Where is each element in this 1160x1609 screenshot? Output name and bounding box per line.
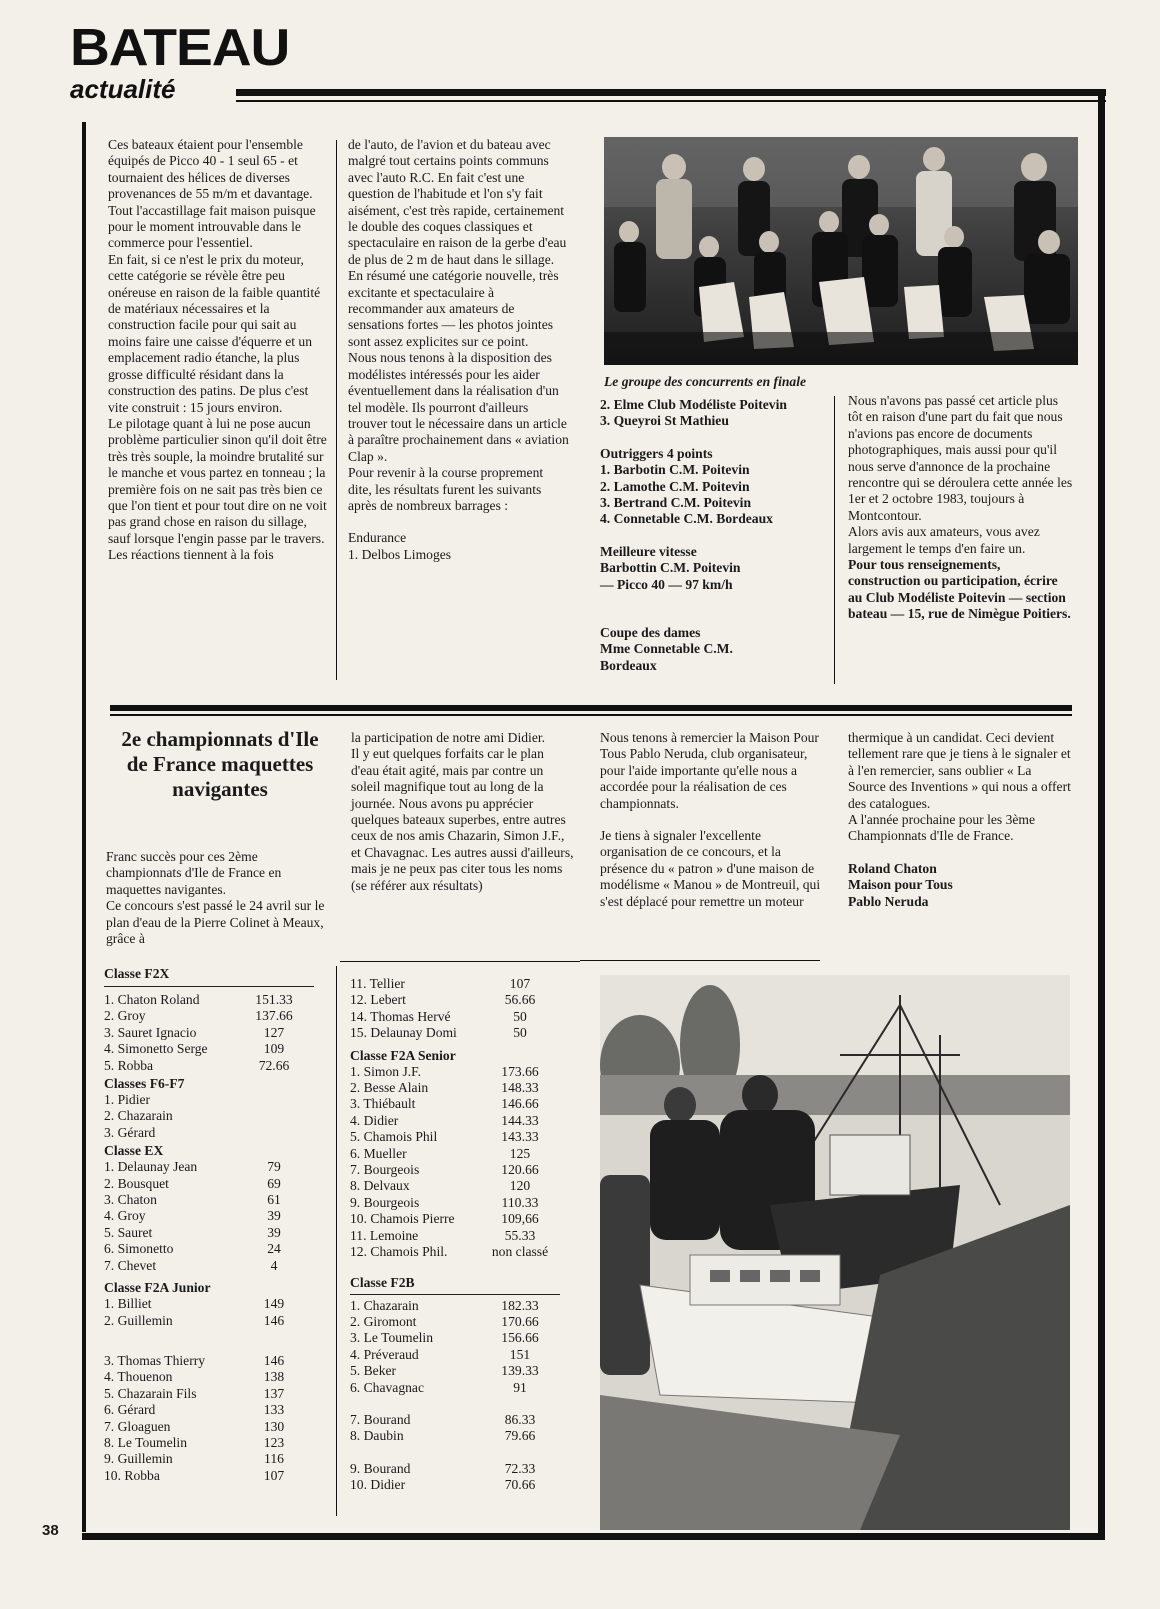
result-name: 2. Groy — [104, 1008, 146, 1024]
result-name: 1. Chazarain — [350, 1297, 419, 1313]
results-middle — [350, 976, 560, 1494]
result-row — [350, 1380, 560, 1396]
result-name: 8. Daubin — [350, 1428, 404, 1444]
result-row — [350, 1477, 560, 1493]
result-score: 144.33 — [501, 1112, 539, 1128]
dames-result: Bordeaux — [600, 657, 657, 673]
result-score: 39 — [267, 1208, 281, 1224]
result-score: 156.66 — [501, 1330, 539, 1346]
result-score: 148.33 — [501, 1080, 539, 1096]
result-name: 3. Chaton — [104, 1192, 157, 1208]
result-name: 6. Mueller — [350, 1145, 407, 1161]
result-name: 9. Bourgeois — [350, 1194, 420, 1210]
result-name: 6. Chavagnac — [350, 1379, 424, 1395]
paragraph: Franc succès pour ces 2ème championnats d'Ile de France en maquettes navigantes. — [106, 849, 282, 897]
result-name: 3. Thomas Thierry — [104, 1352, 206, 1368]
result-row — [104, 1192, 314, 1208]
result-row — [104, 1296, 314, 1312]
signature-line: Maison pour Tous — [848, 877, 953, 893]
vitesse-result: — Picco 40 — 97 km/h — [600, 576, 733, 592]
result-score: 137 — [263, 1385, 285, 1401]
result-score: 72.33 — [504, 1460, 536, 1476]
result-row — [350, 1428, 560, 1444]
result-row — [350, 1162, 560, 1178]
result-name: 7. Bourgeois — [350, 1162, 420, 1178]
paragraph: Le pilotage quant à lui ne pose aucun problème particulier sinon qu'il doit être très très souple, la moindre brutalité sur le manche et vous partez en tonneau ; la première fois on ne sait pas très bien ce que l'on tient et pour tout dire on ne voit pas grand chose en raison du sillage, sauf lorsque l'engin passe par le travers. — [108, 415, 327, 546]
result-row — [350, 1064, 560, 1080]
result-name: 3. Sauret Ignacio — [104, 1024, 197, 1040]
endurance-result: 2. Elme Club Modéliste Poitevin — [600, 397, 787, 412]
result-row — [104, 1041, 314, 1057]
result-score — [234, 1125, 314, 1141]
rule-line — [350, 1294, 560, 1295]
result-name: 2. Bousquet — [104, 1175, 169, 1191]
class-heading: Classes F6-F7 — [104, 1076, 185, 1092]
result-score: 116 — [264, 1451, 284, 1467]
masthead-title: BATEAU — [70, 19, 290, 77]
article-column-4 — [848, 730, 1072, 910]
result-score: 79.66 — [504, 1428, 536, 1444]
class-heading: Classe F2A Junior — [104, 1280, 211, 1296]
result-name: 7. Chevet — [104, 1257, 157, 1273]
paragraph: Ces bateaux étaient pour l'ensemble équipés de Picco 40 - 1 seul 65 - et tournaient des hélices de diverses provenances de 55 m/m et davantage. Tout l'accastillage fait maison puisque pour le moment introuvable dans le commerce pour l'essentiel. — [108, 137, 316, 251]
middle-rule — [110, 705, 1072, 711]
paragraph: Je tiens à signaler l'excellente organisation de ce concours, et la présence du « patron » d'une maison de modélisme « Manou » de Montreuil, qui s'est déplacé pour remettre un moteur — [600, 828, 821, 909]
result-row — [350, 1178, 560, 1194]
article-column-4 — [848, 393, 1074, 623]
result-row — [350, 1009, 560, 1025]
result-score: 130 — [263, 1418, 285, 1434]
result-name: 5. Chazarain Fils — [104, 1385, 197, 1401]
result-name: 12. Chamois Phil. — [350, 1244, 448, 1260]
class-heading: Classe F2A Senior — [350, 1047, 456, 1063]
article-title: 2e championnats d'Ile de France maquettes navigantes — [121, 727, 319, 801]
vitesse-result: Barbottin C.M. Poitevin — [600, 560, 741, 576]
boats-photo — [600, 975, 1070, 1530]
paragraph: Les réactions tiennent à la fois — [108, 547, 274, 563]
result-row — [350, 1211, 560, 1227]
result-row — [350, 1129, 560, 1145]
class-heading: Classe F2B — [350, 1274, 415, 1290]
endurance-heading: Endurance — [348, 530, 407, 546]
result-score: 61 — [267, 1192, 281, 1208]
result-row — [104, 1258, 314, 1274]
result-name: 5. Chamois Phil — [350, 1129, 438, 1145]
result-score: 107 — [509, 976, 531, 991]
outriggers-result: 2. Lamothe C.M. Poitevin — [600, 478, 750, 494]
result-score: 146.66 — [501, 1096, 539, 1112]
result-row — [104, 1159, 314, 1175]
result-row — [350, 1412, 560, 1428]
results-column-3 — [600, 397, 826, 674]
result-name: 5. Beker — [350, 1363, 397, 1379]
result-name: 11. Lemoine — [350, 1227, 419, 1243]
group-photo — [604, 137, 1078, 365]
result-name: 3. Gérard — [104, 1124, 156, 1140]
paragraph: En fait, si ce n'est le prix du moteur, cette catégorie se révèle être peu onéreuse en raison de la faible quantité de matériaux nécessaires et la construction facile pour qui sait au moins faire une caisse d'équerre et un emplacement radio étanche, la plus grosse difficulté résidant dans la construction des patins. De plus c'est vite construit : 15 jours environ. — [108, 251, 321, 415]
result-row — [104, 1369, 314, 1385]
f6-results — [104, 1092, 314, 1141]
result-name: 15. Delaunay Domi — [350, 1025, 457, 1041]
outriggers-result: 4. Connetable C.M. Bordeaux — [600, 511, 773, 527]
col-divider — [336, 966, 337, 1516]
right-frame — [1098, 89, 1105, 1539]
result-row — [104, 1176, 314, 1192]
result-score: 109 — [263, 1041, 285, 1057]
result-name: 10. Chamois Pierre — [350, 1211, 455, 1227]
group-photo-illustration — [604, 137, 1078, 365]
result-score: 146 — [263, 1352, 285, 1368]
result-row — [104, 1108, 314, 1124]
result-score: 127 — [263, 1024, 285, 1040]
result-score: 79 — [267, 1159, 281, 1175]
paragraph: Il y eut quelques forfaits car le plan d'eau était agité, mais par contre un soleil magnifique tout au long de la journée. Nous avons pu apprécier quelques bateaux superbes, entre autres ceux de nos amis Chazarin, Simon J.F., et Chavagnac. Les autres aussi d'ailleurs, mais je ne peux pas citer tous les noms (se référer aux résultats) — [351, 746, 574, 893]
middle-rule-thin — [110, 714, 1072, 716]
result-name: 4. Préveraud — [350, 1346, 419, 1362]
ex-results — [104, 1159, 314, 1274]
result-name: 9. Bourand — [350, 1460, 411, 1476]
result-name: 4. Simonetto Serge — [104, 1041, 208, 1057]
result-score: 39 — [267, 1224, 281, 1240]
result-name: 14. Thomas Hervé — [350, 1008, 451, 1024]
result-score: 4 — [270, 1257, 278, 1273]
result-name: 1. Delaunay Jean — [104, 1159, 198, 1175]
result-row — [104, 1008, 314, 1024]
result-score: 146 — [263, 1312, 285, 1328]
result-name: 2. Chazarain — [104, 1108, 173, 1124]
rule-line — [104, 986, 314, 987]
result-row — [104, 1402, 314, 1418]
result-row — [104, 992, 314, 1008]
result-name: 6. Simonetto — [104, 1241, 174, 1257]
result-score: 120.66 — [501, 1162, 539, 1178]
result-score: 50 — [513, 1008, 527, 1024]
result-score: 138 — [263, 1369, 285, 1385]
result-name: 1. Pidier — [104, 1092, 151, 1108]
result-score: 109,66 — [501, 1211, 539, 1227]
result-row — [104, 1435, 314, 1451]
result-score: 149 — [263, 1296, 285, 1312]
result-score: 143.33 — [501, 1129, 539, 1145]
vitesse-heading: Meilleure vitesse — [600, 543, 697, 559]
result-row — [350, 1298, 560, 1314]
left-frame — [82, 122, 86, 1532]
result-name: 1. Chaton Roland — [104, 992, 200, 1007]
result-row — [350, 1195, 560, 1211]
result-name: 4. Thouenon — [104, 1369, 173, 1385]
result-row — [350, 1461, 560, 1477]
page-number: 38 — [42, 1522, 59, 1539]
result-name: 1. Simon J.F. — [350, 1063, 422, 1079]
result-row — [104, 1058, 314, 1074]
bottom-rule — [82, 1533, 1105, 1540]
dames-heading: Coupe des dames — [600, 625, 701, 641]
result-score: 182.33 — [501, 1297, 539, 1313]
result-name: 9. Guillemin — [104, 1451, 173, 1467]
result-row — [104, 1241, 314, 1257]
paragraph: Nous tenons à remercier la Maison Pour Tous Pablo Neruda, club organisateur, pour l'aide importante qu'elle nous a accordée pour la réalisation de ces championnats. — [600, 730, 819, 811]
result-row — [350, 1146, 560, 1162]
result-name: 7. Gloaguen — [104, 1418, 171, 1434]
result-score: 125 — [509, 1145, 531, 1161]
result-score: 120 — [509, 1178, 531, 1194]
result-row — [104, 1419, 314, 1435]
rule-line — [340, 961, 580, 962]
article-column-2 — [351, 730, 575, 894]
paragraph: Pour revenir à la course proprement dite, les résultats furent les suivants après de nombreux barrages : — [348, 465, 544, 513]
article-column-1 — [108, 137, 330, 564]
result-row — [350, 1096, 560, 1112]
result-name: 4. Didier — [350, 1112, 399, 1128]
result-score: 151 — [509, 1346, 531, 1362]
col-divider — [834, 396, 835, 684]
photo-caption: Le groupe des concurrents en finale — [604, 374, 807, 389]
f2b-results — [350, 1412, 560, 1445]
result-row — [104, 1208, 314, 1224]
result-score: 151.33 — [255, 992, 293, 1007]
result-name: 2. Giromont — [350, 1313, 417, 1329]
result-name: 4. Groy — [104, 1208, 146, 1224]
article-column-2 — [348, 137, 570, 563]
result-row — [350, 976, 560, 992]
result-name: 5. Sauret — [104, 1224, 153, 1240]
result-score: 133 — [263, 1402, 285, 1418]
contact-paragraph: Pour tous renseignements, construction ou participation, écrire au Club Modéliste Poitevin — section bateau — 15, rue de Nimègue Poitiers. — [848, 557, 1071, 622]
result-name: 2. Besse Alain — [350, 1080, 429, 1096]
result-name: 11. Tellier — [350, 976, 405, 991]
paragraph: Nous nous tenons à la disposition des modélistes intéressés pour les aider éventuellement dans la réalisation d'un tel modèle. Ils pourront d'ailleurs trouver tout le nécessaire dans un article à paraître prochainement dans « aviation Clap ». — [348, 350, 569, 464]
f2x-results — [104, 992, 314, 1074]
paragraph: A l'année prochaine pour les 3ème Championnats d'Ile de France. — [848, 812, 1036, 844]
class-heading: Classe F2X — [104, 966, 170, 981]
result-score: 56.66 — [504, 992, 536, 1008]
result-row — [104, 1468, 314, 1484]
boats-photo-illustration — [600, 975, 1070, 1530]
outriggers-heading: Outriggers 4 points — [600, 445, 713, 461]
result-score: 107 — [263, 1467, 285, 1483]
result-name: 12. Lebert — [350, 992, 406, 1008]
article-column-3 — [600, 730, 824, 910]
result-name: 8. Le Toumelin — [104, 1434, 187, 1450]
dames-result: Mme Connetable C.M. — [600, 641, 733, 657]
result-score: 86.33 — [504, 1411, 536, 1427]
result-name: 1. Billiet — [104, 1296, 152, 1312]
result-name: 5. Robba — [104, 1057, 154, 1073]
result-row — [104, 1125, 314, 1141]
paragraph: Alors avis aux amateurs, vous avez largement le temps d'en faire un. — [848, 524, 1040, 556]
f2b-results — [350, 1298, 560, 1396]
result-row — [104, 1353, 314, 1369]
result-row — [104, 1092, 314, 1108]
result-row — [104, 1451, 314, 1467]
f2aj-results — [104, 1353, 314, 1484]
result-score: 55.33 — [504, 1227, 536, 1243]
result-score: 70.66 — [504, 1477, 536, 1493]
result-name: 7. Bourand — [350, 1411, 411, 1427]
result-row — [350, 1228, 560, 1244]
result-score: 139.33 — [501, 1363, 539, 1379]
f2as-results — [350, 1064, 560, 1261]
result-name: 8. Delvaux — [350, 1178, 410, 1194]
result-score: 137.66 — [255, 1008, 293, 1024]
result-score: 91 — [513, 1379, 527, 1395]
result-name: 3. Thiébault — [350, 1096, 416, 1112]
rule-line — [580, 960, 820, 961]
article-column-1 — [106, 849, 330, 947]
result-name: 6. Gérard — [104, 1402, 156, 1418]
masthead-subtitle: actualité — [70, 74, 176, 104]
result-score: 24 — [267, 1241, 281, 1257]
endurance-result: 3. Queyroi St Mathieu — [600, 413, 729, 429]
result-score: 72.66 — [258, 1057, 290, 1073]
top-rule — [236, 89, 1106, 96]
result-name: 10. Didier — [350, 1477, 406, 1493]
result-score: 170.66 — [501, 1313, 539, 1329]
result-score: 110.33 — [501, 1194, 539, 1210]
result-row — [104, 1025, 314, 1041]
results-left — [104, 966, 314, 1484]
f2aj-continued-results — [350, 976, 560, 1042]
f2b-results — [350, 1461, 560, 1494]
result-row — [350, 1080, 560, 1096]
result-row — [104, 1225, 314, 1241]
result-score — [234, 1092, 314, 1108]
result-score: 123 — [263, 1434, 285, 1450]
result-score: 50 — [513, 1025, 527, 1041]
paragraph: thermique à un candidat. Ceci devient tellement rare que je tiens à le signaler et à l'en remercier, sans oublier « La Source des Inventions » qui nous a offert des catalogues. — [848, 730, 1071, 811]
outriggers-result: 3. Bertrand C.M. Poitevin — [600, 495, 752, 511]
result-row — [104, 1313, 314, 1329]
outriggers-result: 1. Barbotin C.M. Poitevin — [600, 462, 750, 478]
result-row — [350, 1244, 560, 1260]
signature-line: Roland Chaton — [848, 860, 937, 876]
result-score: 173.66 — [501, 1063, 539, 1079]
result-row — [350, 1347, 560, 1363]
result-row — [104, 1386, 314, 1402]
result-row — [350, 1363, 560, 1379]
paragraph: Ce concours s'est passé le 24 avril sur le plan d'eau de la Pierre Colinet à Meaux, grâce à — [106, 898, 325, 947]
result-row — [350, 992, 560, 1008]
class-heading: Classe EX — [104, 1143, 164, 1159]
result-row — [350, 1330, 560, 1346]
endurance-result: 1. Delbos Limoges — [348, 546, 452, 562]
result-name: 2. Guillemin — [104, 1312, 173, 1328]
signature-line: Pablo Neruda — [848, 893, 929, 909]
paragraph: Nous n'avons pas passé cet article plus tôt en raison d'une part du fait que nous n'avions pas encore de documents photographiques, mais aussi pour qu'il nous serve d'annonce de la prochaine rencontre qui se déroulera cette année les 1er et 2 octobre 1983, toujours à Montcontour. — [848, 393, 1073, 523]
result-score: 69 — [267, 1175, 281, 1191]
result-row — [350, 1113, 560, 1129]
top-rule-thin — [236, 100, 1106, 102]
result-score: non classé — [491, 1244, 549, 1260]
result-score — [234, 1108, 314, 1124]
paragraph: de l'auto, de l'avion et du bateau avec malgré tout certains points communs avec l'auto R.C. En fait c'est une question de l'habitude et l'on s'y fait aisément, c'est très rapide, certainement le double des coques classiques et spectaculaire en raison de la gerbe d'eau de plus de 2 m de haut dans le sillage. En résumé une catégorie nouvelle, très excitante et spectaculaire à recommander aux amateurs de sensations fortes — les photos jointes sont assez explicites sur ce point. — [348, 137, 567, 349]
paragraph: la participation de notre ami Didier. — [351, 730, 546, 745]
result-name: 10. Robba — [104, 1467, 160, 1483]
result-name: 3. Le Toumelin — [350, 1330, 433, 1346]
col-divider — [336, 140, 337, 680]
result-row — [350, 1314, 560, 1330]
result-row — [350, 1025, 560, 1041]
f2aj-results — [104, 1296, 314, 1329]
